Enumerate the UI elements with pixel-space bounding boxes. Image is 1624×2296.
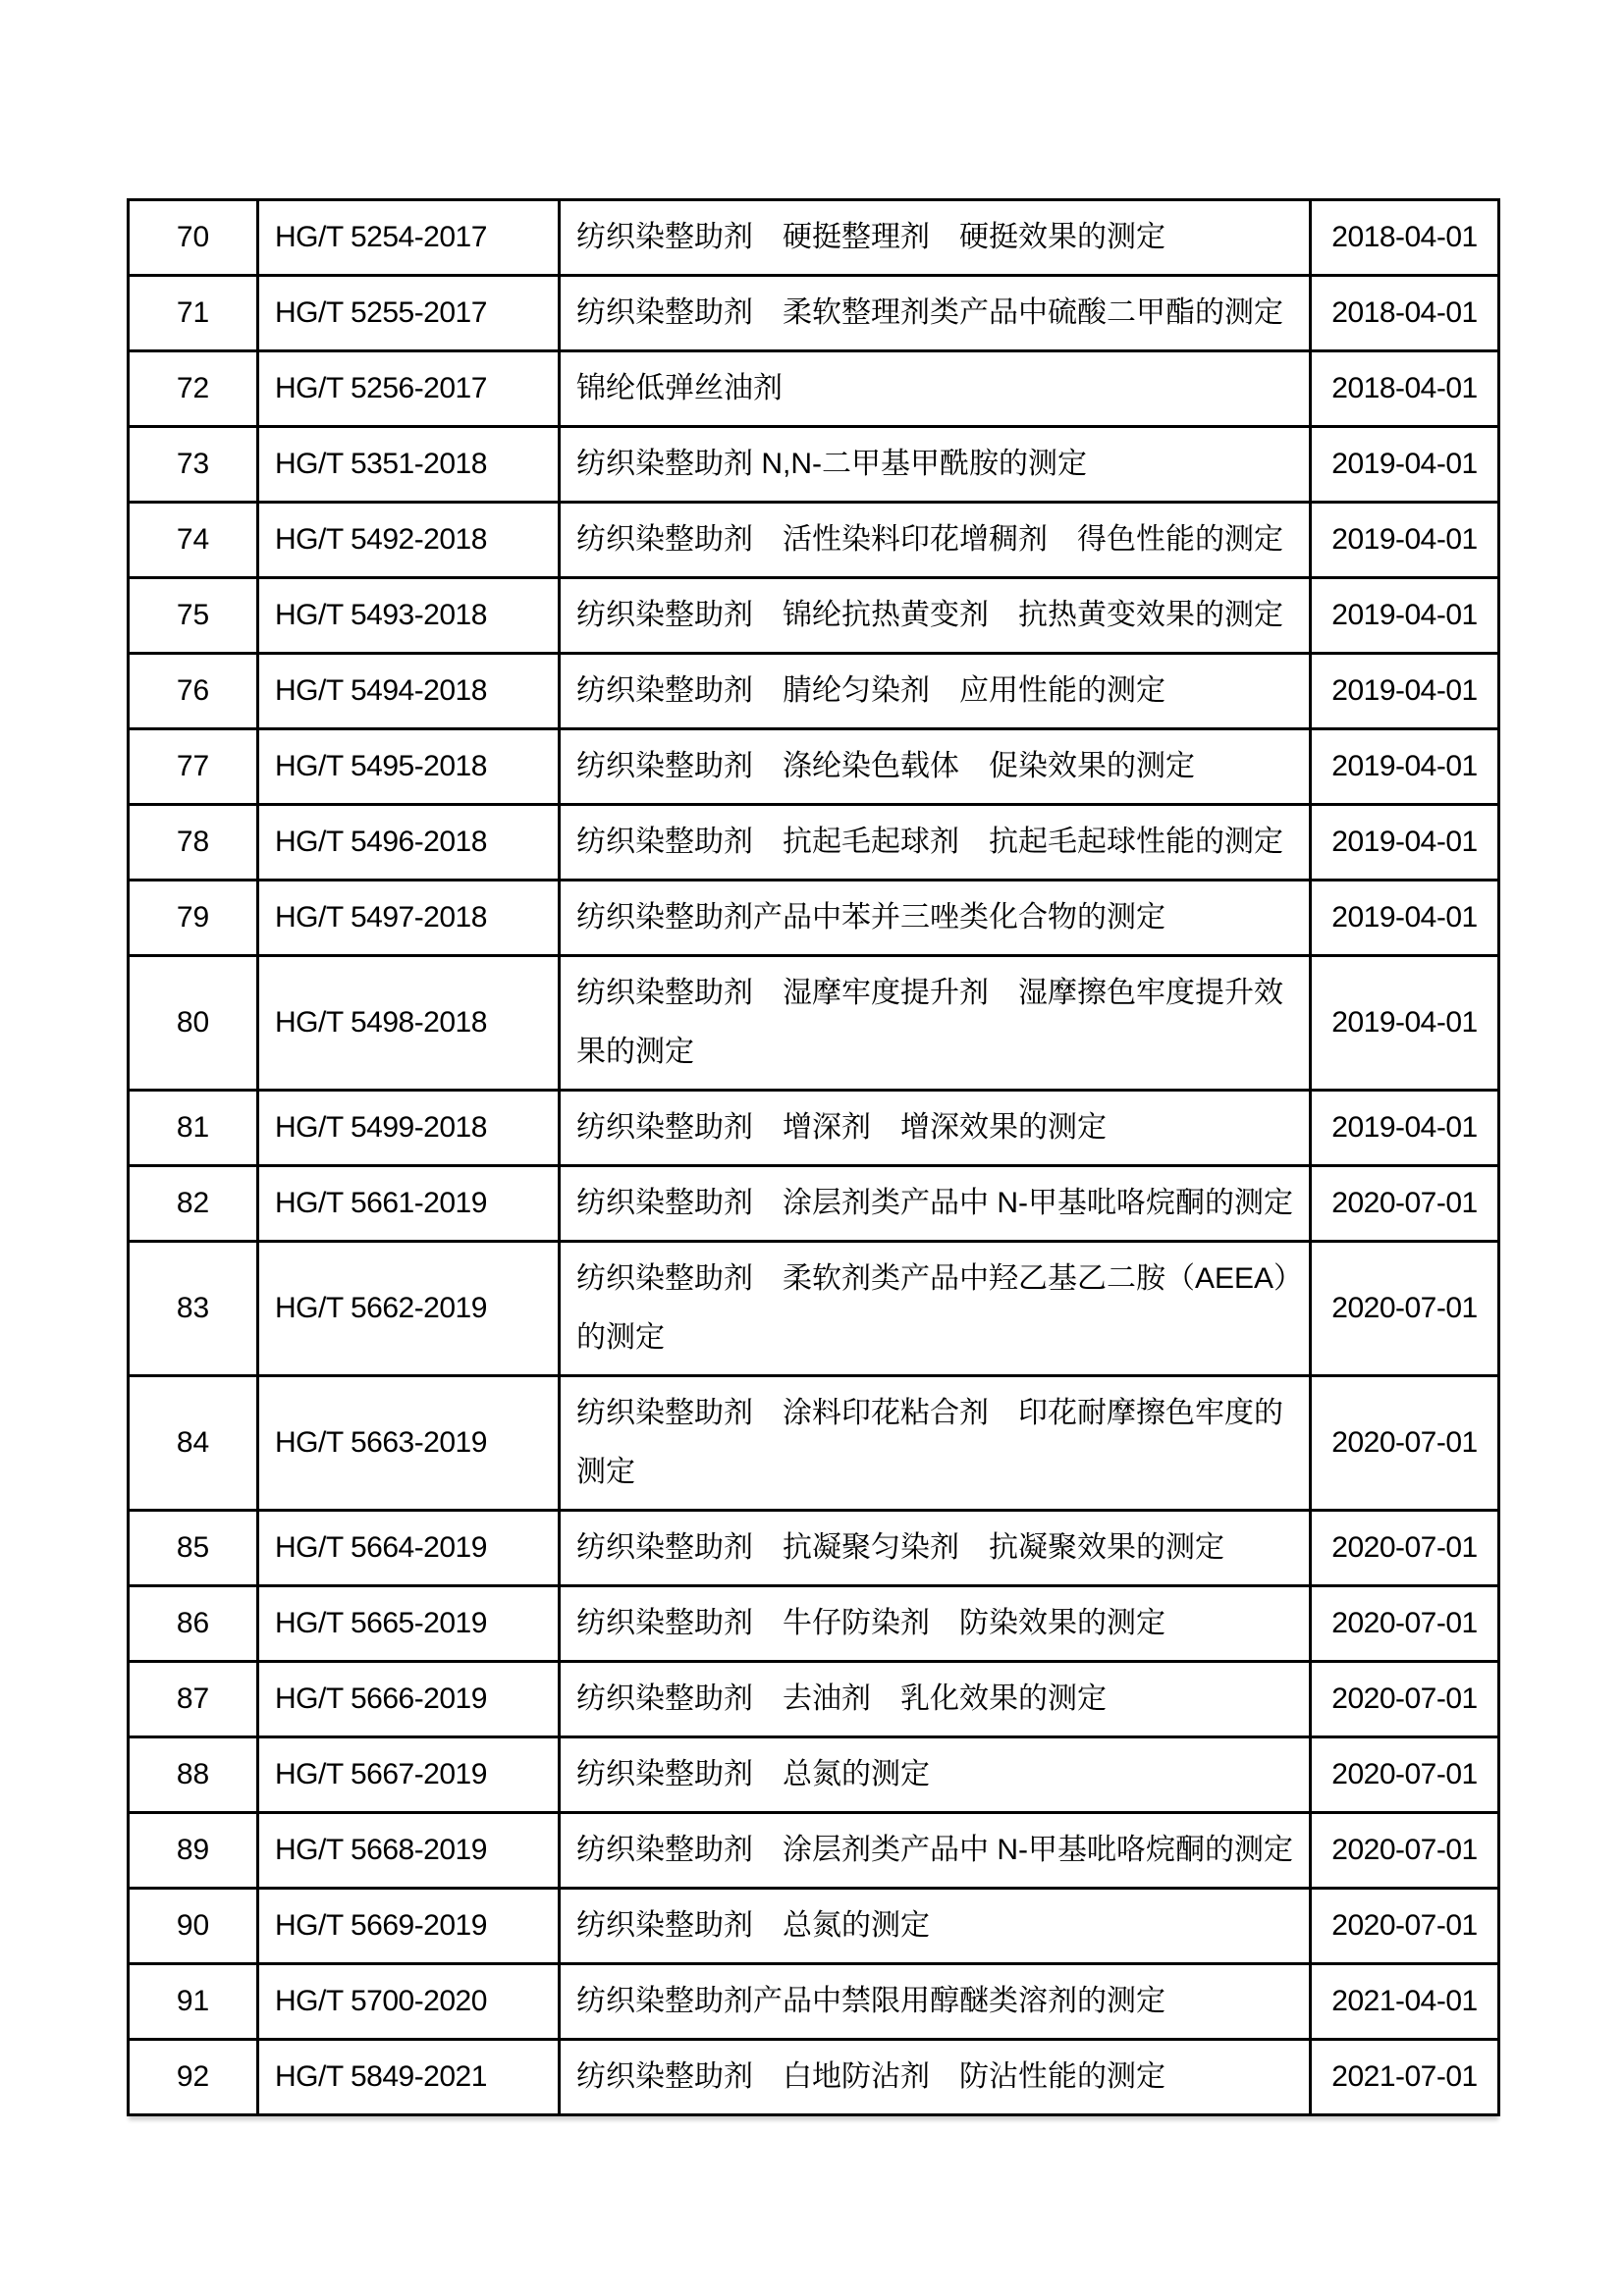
row-number-cell: 78 — [129, 805, 258, 881]
table-row — [129, 351, 1499, 427]
effective-date-cell: 2020-07-01 — [1311, 1511, 1499, 1586]
row-number-cell: 87 — [129, 1662, 258, 1737]
row-number-cell: 84 — [129, 1376, 258, 1511]
standard-code-cell: HG/T 5351-2018 — [258, 427, 560, 503]
table-row — [129, 881, 1499, 956]
row-number-cell: 83 — [129, 1242, 258, 1376]
table-row — [129, 200, 1499, 276]
standard-code-cell: HG/T 5494-2018 — [258, 654, 560, 729]
standard-title-cell: 纺织染整助剂 腈纶匀染剂 应用性能的测定 — [560, 654, 1311, 729]
standard-title-cell: 纺织染整助剂产品中苯并三唑类化合物的测定 — [560, 881, 1311, 956]
effective-date-cell: 2019-04-01 — [1311, 956, 1499, 1091]
effective-date-cell: 2019-04-01 — [1311, 881, 1499, 956]
standard-title-cell: 纺织染整助剂 增深剂 增深效果的测定 — [560, 1091, 1311, 1166]
row-number-cell: 81 — [129, 1091, 258, 1166]
effective-date-cell: 2021-04-01 — [1311, 1964, 1499, 2040]
effective-date-cell: 2020-07-01 — [1311, 1662, 1499, 1737]
table-row — [129, 578, 1499, 654]
standard-code-cell: HG/T 5662-2019 — [258, 1242, 560, 1376]
effective-date-cell: 2018-04-01 — [1311, 276, 1499, 351]
standard-title-cell: 纺织染整助剂 总氮的测定 — [560, 1737, 1311, 1813]
table-row — [129, 1662, 1499, 1737]
effective-date-cell: 2020-07-01 — [1311, 1376, 1499, 1511]
standard-code-cell: HG/T 5669-2019 — [258, 1889, 560, 1964]
effective-date-cell: 2019-04-01 — [1311, 729, 1499, 805]
table-row — [129, 276, 1499, 351]
row-number-cell: 89 — [129, 1813, 258, 1889]
row-number-cell: 75 — [129, 578, 258, 654]
row-number-cell: 71 — [129, 276, 258, 351]
row-number-cell: 77 — [129, 729, 258, 805]
effective-date-cell: 2020-07-01 — [1311, 1166, 1499, 1242]
standard-code-cell: HG/T 5496-2018 — [258, 805, 560, 881]
row-number-cell: 73 — [129, 427, 258, 503]
row-number-cell: 72 — [129, 351, 258, 427]
table-row — [129, 1511, 1499, 1586]
row-number-cell: 74 — [129, 503, 258, 578]
standard-code-cell: HG/T 5666-2019 — [258, 1662, 560, 1737]
table-row — [129, 427, 1499, 503]
standard-code-cell: HG/T 5499-2018 — [258, 1091, 560, 1166]
standards-table — [127, 198, 1500, 2116]
effective-date-cell: 2020-07-01 — [1311, 1586, 1499, 1662]
standard-code-cell: HG/T 5493-2018 — [258, 578, 560, 654]
effective-date-cell: 2020-07-01 — [1311, 1737, 1499, 1813]
standard-code-cell: HG/T 5849-2021 — [258, 2040, 560, 2115]
table-row — [129, 805, 1499, 881]
standard-code-cell: HG/T 5256-2017 — [258, 351, 560, 427]
standard-title-cell: 纺织染整助剂 涂层剂类产品中 N-甲基吡咯烷酮的测定 — [560, 1166, 1311, 1242]
row-number-cell: 92 — [129, 2040, 258, 2115]
effective-date-cell: 2019-04-01 — [1311, 1091, 1499, 1166]
standard-title-cell: 纺织染整助剂 锦纶抗热黄变剂 抗热黄变效果的测定 — [560, 578, 1311, 654]
row-number-cell: 88 — [129, 1737, 258, 1813]
effective-date-cell: 2019-04-01 — [1311, 805, 1499, 881]
standard-title-cell: 纺织染整助剂 涂料印花粘合剂 印花耐摩擦色牢度的测定 — [560, 1376, 1311, 1511]
table-row — [129, 1586, 1499, 1662]
standards-table-body — [129, 200, 1499, 2115]
table-row — [129, 1889, 1499, 1964]
table-row — [129, 729, 1499, 805]
row-number-cell: 79 — [129, 881, 258, 956]
table-row — [129, 1091, 1499, 1166]
row-number-cell: 82 — [129, 1166, 258, 1242]
standard-title-cell: 纺织染整助剂 涂层剂类产品中 N-甲基吡咯烷酮的测定 — [560, 1813, 1311, 1889]
standard-code-cell: HG/T 5497-2018 — [258, 881, 560, 956]
row-number-cell: 76 — [129, 654, 258, 729]
standard-title-cell: 纺织染整助剂产品中禁限用醇醚类溶剂的测定 — [560, 1964, 1311, 2040]
standard-title-cell: 纺织染整助剂 抗起毛起球剂 抗起毛起球性能的测定 — [560, 805, 1311, 881]
standard-title-cell: 纺织染整助剂 N,N-二甲基甲酰胺的测定 — [560, 427, 1311, 503]
table-row — [129, 1376, 1499, 1511]
row-number-cell: 70 — [129, 200, 258, 276]
effective-date-cell: 2020-07-01 — [1311, 1813, 1499, 1889]
standard-code-cell: HG/T 5664-2019 — [258, 1511, 560, 1586]
effective-date-cell: 2019-04-01 — [1311, 503, 1499, 578]
effective-date-cell: 2019-04-01 — [1311, 654, 1499, 729]
standard-title-cell: 锦纶低弹丝油剂 — [560, 351, 1311, 427]
effective-date-cell: 2020-07-01 — [1311, 1242, 1499, 1376]
table-row — [129, 1737, 1499, 1813]
standard-code-cell: HG/T 5700-2020 — [258, 1964, 560, 2040]
standard-code-cell: HG/T 5668-2019 — [258, 1813, 560, 1889]
table-row — [129, 1964, 1499, 2040]
effective-date-cell: 2021-07-01 — [1311, 2040, 1499, 2115]
effective-date-cell: 2019-04-01 — [1311, 578, 1499, 654]
standard-code-cell: HG/T 5661-2019 — [258, 1166, 560, 1242]
effective-date-cell: 2020-07-01 — [1311, 1889, 1499, 1964]
row-number-cell: 86 — [129, 1586, 258, 1662]
effective-date-cell: 2018-04-01 — [1311, 351, 1499, 427]
standard-title-cell: 纺织染整助剂 总氮的测定 — [560, 1889, 1311, 1964]
standard-code-cell: HG/T 5254-2017 — [258, 200, 560, 276]
table-row — [129, 1166, 1499, 1242]
standard-code-cell: HG/T 5498-2018 — [258, 956, 560, 1091]
standard-title-cell: 纺织染整助剂 去油剂 乳化效果的测定 — [560, 1662, 1311, 1737]
row-number-cell: 90 — [129, 1889, 258, 1964]
table-row — [129, 1813, 1499, 1889]
standard-code-cell: HG/T 5492-2018 — [258, 503, 560, 578]
row-number-cell: 85 — [129, 1511, 258, 1586]
row-number-cell: 91 — [129, 1964, 258, 2040]
table-row — [129, 654, 1499, 729]
standard-title-cell: 纺织染整助剂 牛仔防染剂 防染效果的测定 — [560, 1586, 1311, 1662]
standard-title-cell: 纺织染整助剂 抗凝聚匀染剂 抗凝聚效果的测定 — [560, 1511, 1311, 1586]
table-row — [129, 2040, 1499, 2115]
table-row — [129, 956, 1499, 1091]
table-row — [129, 1242, 1499, 1376]
standard-code-cell: HG/T 5663-2019 — [258, 1376, 560, 1511]
row-number-cell: 80 — [129, 956, 258, 1091]
standard-title-cell: 纺织染整助剂 湿摩牢度提升剂 湿摩擦色牢度提升效果的测定 — [560, 956, 1311, 1091]
table-row — [129, 503, 1499, 578]
standard-title-cell: 纺织染整助剂 硬挺整理剂 硬挺效果的测定 — [560, 200, 1311, 276]
standard-code-cell: HG/T 5495-2018 — [258, 729, 560, 805]
effective-date-cell: 2019-04-01 — [1311, 427, 1499, 503]
effective-date-cell: 2018-04-01 — [1311, 200, 1499, 276]
standard-code-cell: HG/T 5665-2019 — [258, 1586, 560, 1662]
standard-code-cell: HG/T 5667-2019 — [258, 1737, 560, 1813]
standard-code-cell: HG/T 5255-2017 — [258, 276, 560, 351]
standard-title-cell: 纺织染整助剂 涤纶染色载体 促染效果的测定 — [560, 729, 1311, 805]
standard-title-cell: 纺织染整助剂 活性染料印花增稠剂 得色性能的测定 — [560, 503, 1311, 578]
standard-title-cell: 纺织染整助剂 柔软剂类产品中羟乙基乙二胺（AEEA）的测定 — [560, 1242, 1311, 1376]
standard-title-cell: 纺织染整助剂 柔软整理剂类产品中硫酸二甲酯的测定 — [560, 276, 1311, 351]
standard-title-cell: 纺织染整助剂 白地防沾剂 防沾性能的测定 — [560, 2040, 1311, 2115]
